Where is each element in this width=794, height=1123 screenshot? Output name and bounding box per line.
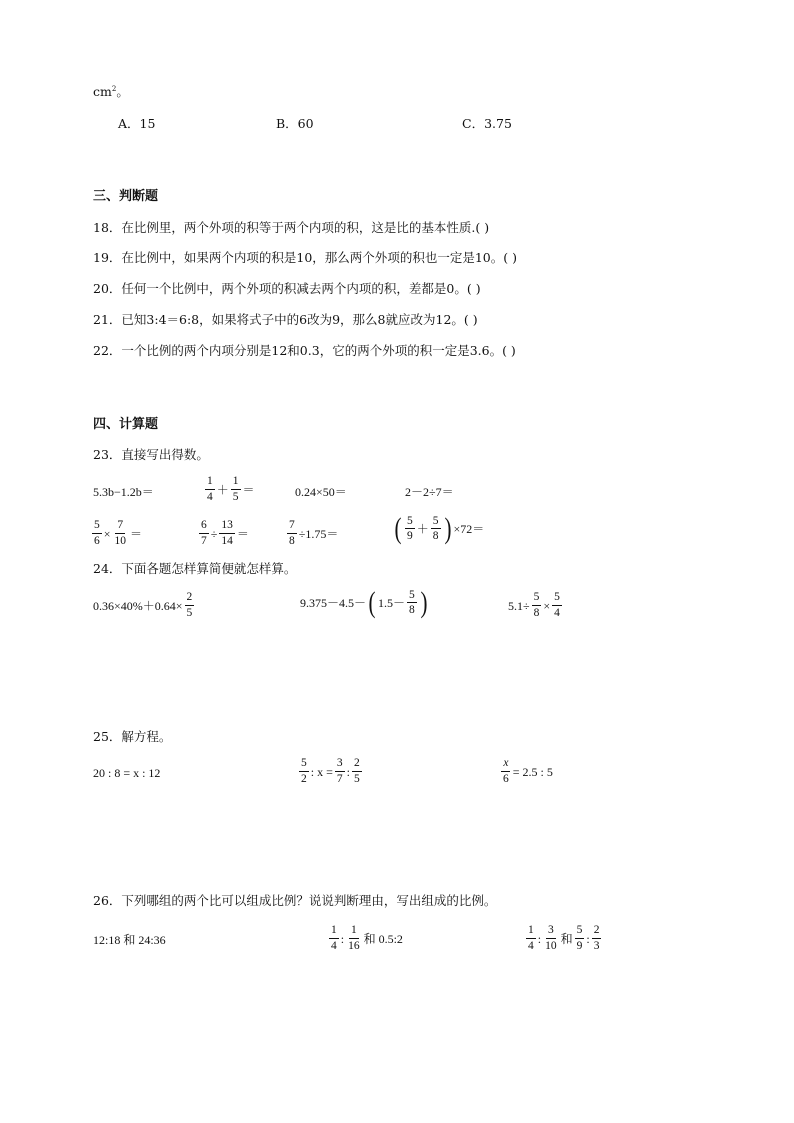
question-19: 19．在比例中，如果两个内项的积是10，那么两个外项的积也一定是10。( ) — [93, 250, 517, 265]
option-b: B．60 — [276, 116, 314, 131]
expr-23-6: $\frac{6}{7}$ ÷ $\frac{13}{14}$ ＝ — [201, 519, 249, 547]
expr-23-5: $\frac{5}{6}$ × $\frac{7}{10}$ ＝ — [94, 519, 143, 547]
equation-25-3: $\frac{x}{6}$ = 2.5 : 5 — [503, 757, 553, 785]
question-20: 20．任何一个比例中，两个外项的积减去两个内项的积，差都是0。( ) — [93, 281, 481, 296]
expr-23-8: ( $\frac{5}{9}$ ＋ $\frac{5}{8}$ ) ×72＝ — [394, 512, 485, 545]
expr-23-2: $\frac{1}{4}$ ＋ $\frac{1}{5}$ ＝ — [207, 475, 255, 503]
option-a: A．15 — [118, 116, 156, 131]
expr-23-1: 5.3b−1.2b＝ — [93, 485, 154, 499]
equation-25-2: $\frac{5}{2}$ : x = $\frac{3}{7}$ : $\frac{2}{5}$ — [301, 757, 360, 785]
section-title-calculation: 四、计算题 — [93, 417, 159, 432]
question-18: 18．在比例里，两个外项的积等于两个内项的积，这是比的基本性质.( ) — [93, 220, 490, 235]
expr-23-3: 0.24×50＝ — [295, 485, 347, 499]
expr-23-4: 2－2÷7＝ — [405, 485, 454, 499]
ratio-pair-1: 12:18 和 24:36 — [93, 933, 166, 947]
expr-23-7: $\frac{7}{8}$ ÷1.75＝ — [289, 519, 339, 547]
question-26-prompt: 26．下列哪组的两个比可以组成比例？说说判断理由，写出组成的比例。 — [93, 893, 497, 908]
section-title-judgment: 三、判断题 — [93, 189, 159, 204]
expr-24-1: 0.36×40%＋0.64× $\frac{2}{5}$ — [93, 591, 193, 619]
expr-24-3: 5.1÷ $\frac{5}{8}$ × $\frac{5}{4}$ — [508, 591, 560, 619]
question-22: 22．一个比例的两个内项分别是12和0.3，它的两个外项的积一定是3.6。( ) — [93, 343, 516, 358]
question-24-prompt: 24．下面各题怎样算简便就怎样算。 — [93, 561, 297, 576]
unit-text: $cm^2$。 — [93, 84, 129, 100]
equation-25-1: 20 : 8 = x : 12 — [93, 766, 161, 780]
ratio-pair-2: $\frac{1}{4}$ : $\frac{1}{16}$ 和 0.5:2 — [331, 924, 403, 952]
question-21: 21．已知3:4＝6:8，如果将式子中的6改为9，那么8就应改为12。( ) — [93, 312, 478, 327]
ratio-pair-3: $\frac{1}{4}$ : $\frac{3}{10}$ 和 $\frac{5}{9}$ : $\frac{2}{3}$ — [528, 924, 600, 952]
question-23-prompt: 23．直接写出得数。 — [93, 447, 209, 462]
question-25-prompt: 25．解方程。 — [93, 729, 172, 744]
option-c: C．3.75 — [462, 116, 512, 131]
expr-24-2: 9.375－4.5－ ( 1.5－ $\frac{5}{8}$ ) — [300, 586, 428, 619]
